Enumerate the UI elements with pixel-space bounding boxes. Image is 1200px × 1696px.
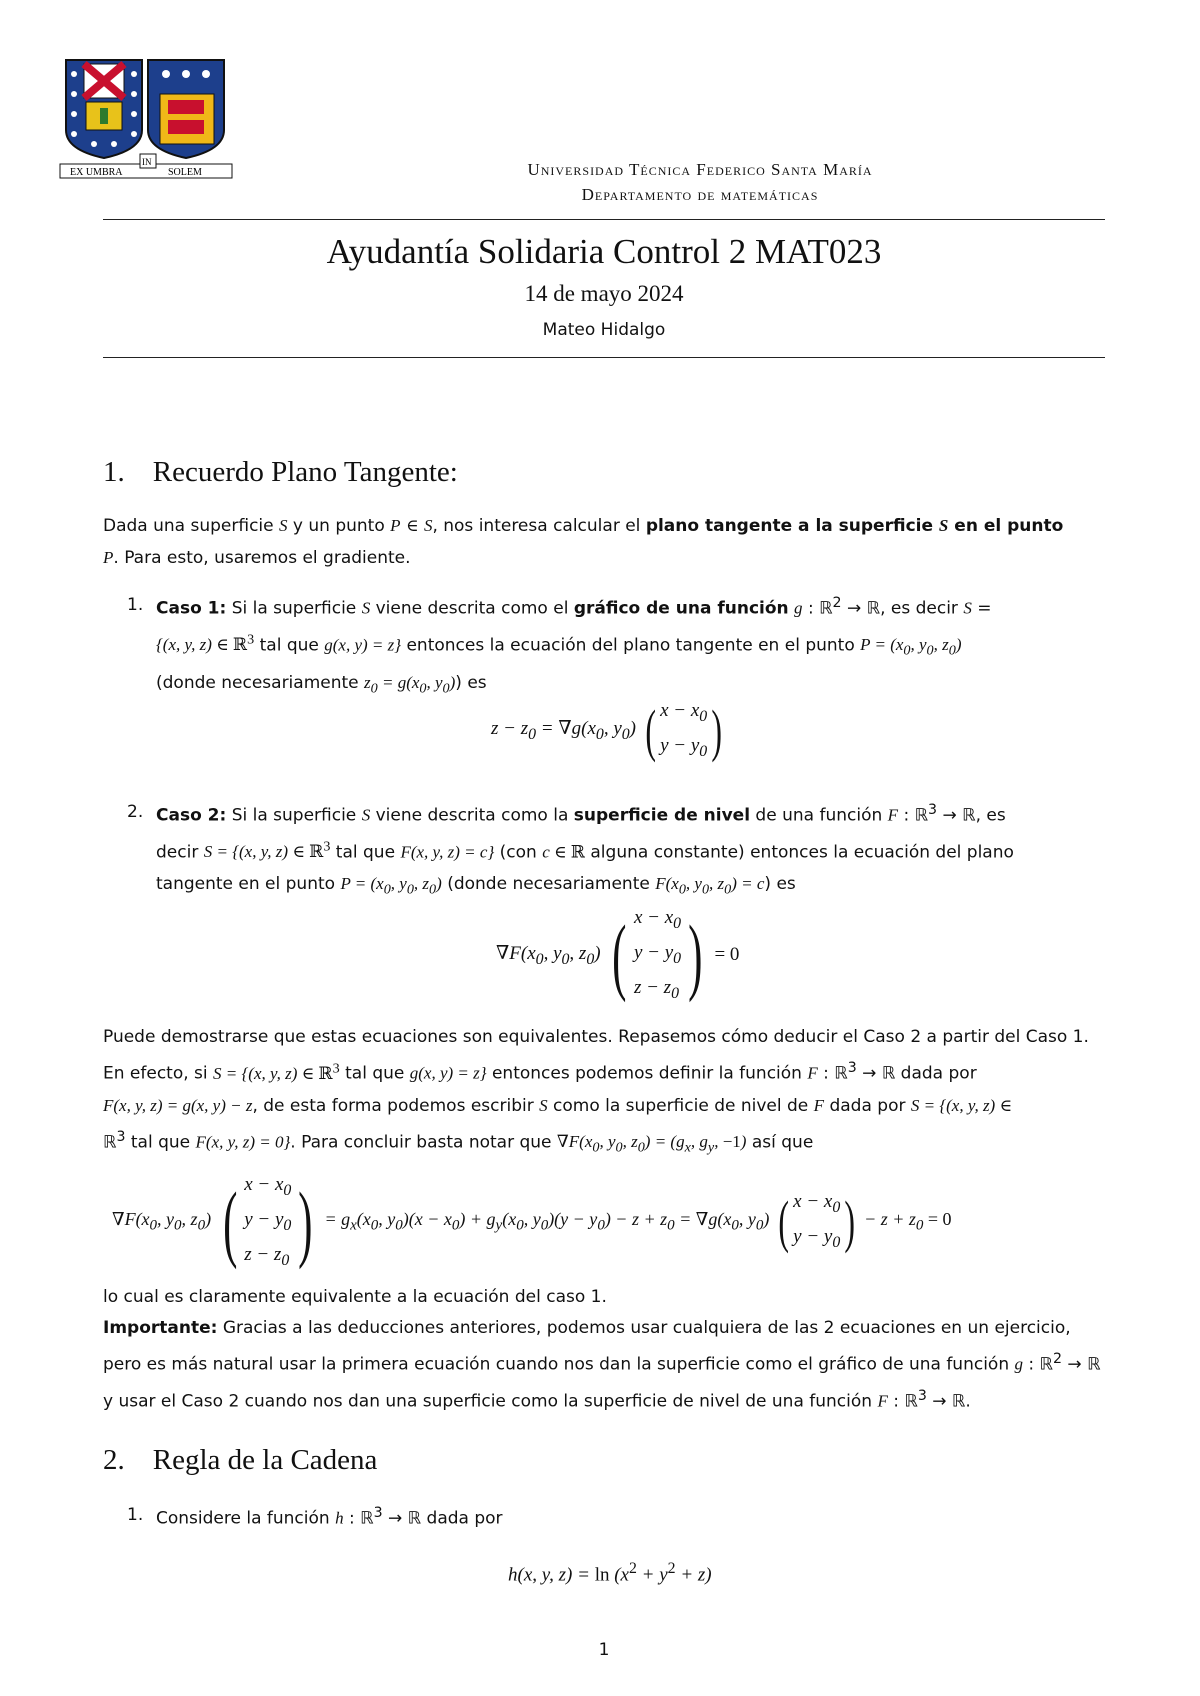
- equivalence-paragraph: Puede demostrarse que estas ecuaciones son equivalentes. Repasemos cómo deducir el Caso 2 a partir del Caso 1. En efecto, si S = {(x, y, z) ∈ ℝ$^3$ tal que g(x, y) = z} entonces podemos definir la función F : ℝ$^3$ → ℝ dada por F(x, y, z) = g(x, y) − z, de esta forma podemos escribir S como la superficie de nivel de F dada por S = {(x, y, z) ∈ ℝ$^3$ tal que F(x, y, z) = 0}. Para concluir basta notar que $\nabla F(x_0$, $y_0$, $z_0) = (g_x$, $g_y$, −1) así que: [103, 1027, 1089, 1156]
- document-author: Mateo Hidalgo: [542, 320, 666, 340]
- svg-text:EX UMBRA: EX UMBRA: [70, 167, 123, 178]
- section-1-intro: Dada una superficie S y un punto P ∈ S, nos interesa calcular el plano tangente a la superficie S en el punto P. Para esto, usaremos el gradiente.: [103, 516, 1064, 568]
- document-title: Ayudantía Solidaria Control 2 MAT023: [326, 232, 882, 271]
- tangent-plane-equation-1: $z - z_0 = \nabla g(x_0$, $y_0$) ( $x - x_0$ $y - y_0$): [491, 697, 723, 763]
- svg-text:IN: IN: [142, 157, 152, 167]
- university-name: Universidad Técnica Federico Santa María: [527, 160, 873, 179]
- page-number: 1: [598, 1640, 610, 1660]
- section-2-item-1-number: 1.: [127, 1505, 144, 1525]
- department-name: Departamento de matemáticas: [581, 185, 819, 204]
- section-2-item-1-text: Considere la función h : ℝ$^3$ → ℝ dada por: [156, 1505, 503, 1529]
- caso-1-text: Caso 1: Si la superficie S viene descrita como el gráfico de una función g : ℝ$^2$ → ℝ, es decir S = {(x, y, z) ∈ ℝ$^3$ tal que g(x, y) = z} entonces la ecuación del plano tangente en el punto $P = (x_0$, $y_0$, $z_0$) (donde necesariamente $z_0 = g(x_0$, $y_0$)) es: [156, 595, 992, 697]
- function-h-equation: h(x, y, $z) = \ln (x^2 + y^2 + z)$: [508, 1560, 712, 1586]
- caso-2-text: Caso 2: Si la superficie S viene descrita como la superficie de nivel de una función F : ℝ$^3$ → ℝ, es decir S = {(x, y, z) ∈ ℝ$^3$ tal que F(x, y, z) = c} (con c ∈ ℝ alguna constante) entonces la ecuación del plano tangente en el punto $P = (x_0$, $y_0$, $z_0$) (donde necesariamente $F(x_0$, $y_0$, $z_0) = c$) es: [156, 802, 1014, 898]
- section-2-heading: 2. Regla de la Cadena: [103, 1444, 378, 1476]
- equivalence-equation: $\nabla F(x_0$, $y_0$, $z_0$) ( $x - x_0$ $y - y_0$ $z - z_0$ ) = $g_x(x_0$, $y_0)(x - x_0) + g_y(x_0$, $y_0)(y - y_0) - z + z_0 = \nabla g(x_0$, $y_0$) ( $x - x_0$ $y - y_0) - z + z_0 = 0$: [112, 1174, 952, 1271]
- tangent-plane-equation-2: $\nabla F(x_0$, $y_0$, $z_0$) ( $x - x_0$ $y - y_0$ $z - z_0$ ) = 0: [496, 907, 740, 1004]
- conclusion-paragraph: lo cual es claramente equivalente a la ecuación del caso 1. Importante: Gracias a las deducciones anteriores, podemos usar cualquiera de las 2 ecuaciones en un ejercicio, pero es más natural usar la primera ecuación cuando nos dan la superficie como el gráfico de una función g : ℝ$^2$ → ℝ y usar el Caso 2 cuando nos dan una superficie como la superficie de nivel de una función F : ℝ$^3$ → ℝ.: [103, 1287, 1101, 1412]
- section-1-heading: 1. Recuerdo Plano Tangente:: [103, 456, 458, 488]
- caso-1-number: 1.: [127, 595, 144, 615]
- caso-2-number: 2.: [127, 802, 144, 822]
- header-rule-top: [103, 219, 1105, 220]
- university-logo: [56, 56, 236, 186]
- document-date: 14 de mayo 2024: [524, 281, 684, 306]
- svg-text:SOLEM: SOLEM: [168, 167, 202, 178]
- header-rule-bottom: [103, 357, 1105, 358]
